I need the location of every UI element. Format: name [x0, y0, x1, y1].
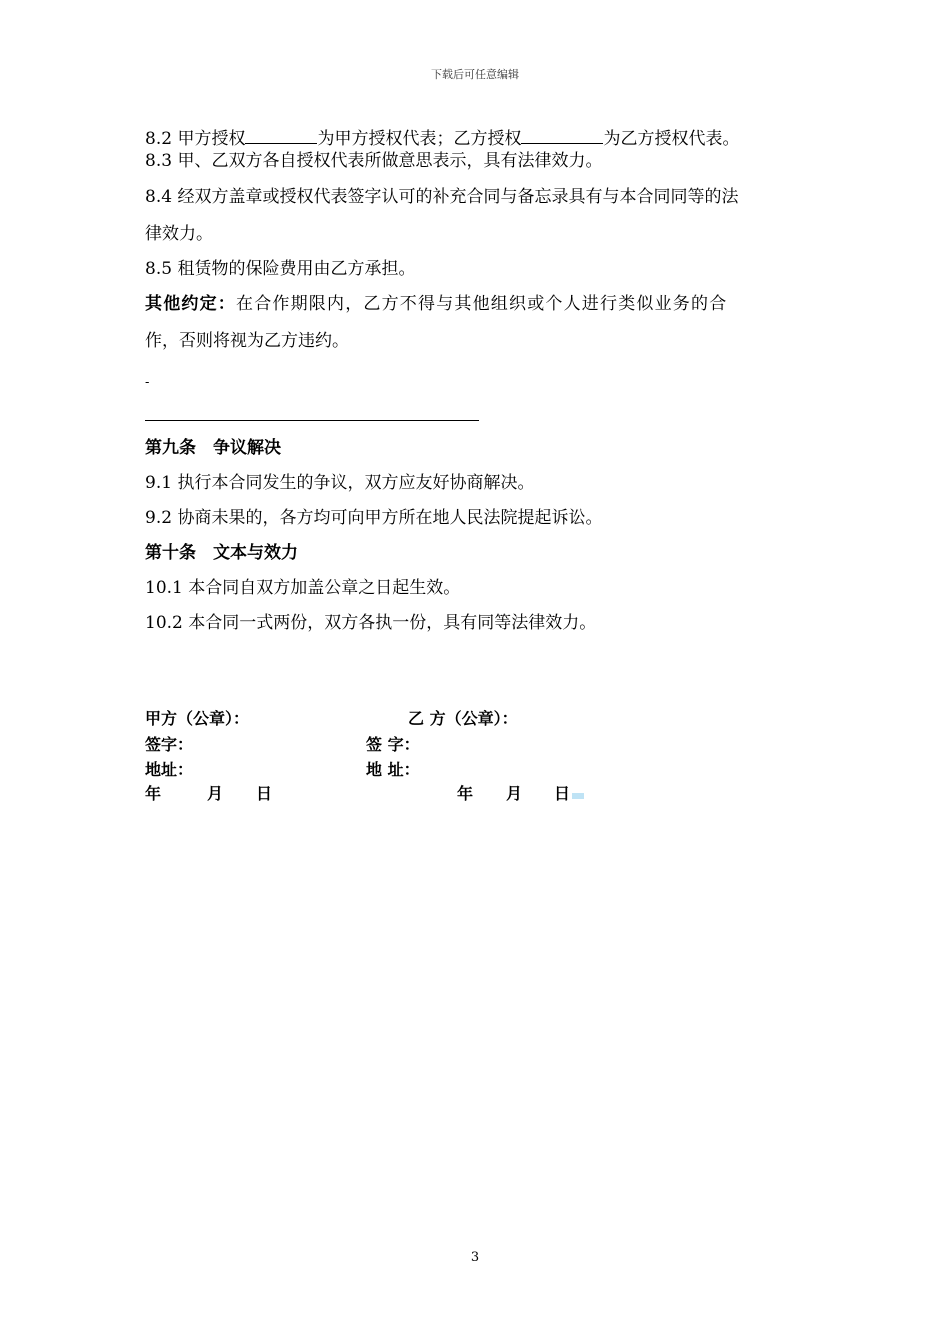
horizontal-rule — [145, 420, 479, 421]
party-a-seal-label: 甲方（公章）： — [145, 709, 250, 728]
party-b-address-label: 地 址： — [366, 760, 420, 779]
other-agreement-line-1 — [145, 296, 727, 313]
party-b-date-year: 年 — [457, 784, 474, 803]
article-9-title: 第九条 争议解决 — [145, 438, 281, 458]
other-agreement-line-2: 作，否则将视为乙方违约。 — [145, 331, 349, 351]
clause-10-1: 10.1 本合同自双方加盖公章之日起生效。 — [145, 578, 461, 598]
party-b-date-day: 日 — [554, 784, 571, 803]
party-b-representative-blank[interactable] — [521, 128, 603, 144]
highlight-mark — [572, 793, 584, 799]
dash-mark: - — [145, 375, 150, 390]
party-a-representative-blank[interactable] — [245, 128, 317, 144]
party-a-address-label: 地址： — [145, 760, 194, 779]
party-b-signature-label: 签 字： — [366, 735, 420, 754]
party-b-date-day-group — [554, 786, 584, 802]
clause-8-4-line-2: 律效力。 — [145, 224, 213, 244]
clause-8-4-line-1: 8.4 经双方盖章或授权代表签字认可的补充合同与备忘录具有与本合同同等的法 — [145, 187, 739, 207]
page-number: 3 — [470, 1250, 480, 1265]
party-a-signature-label: 签字： — [145, 735, 194, 754]
clause-10-2: 10.2 本合同一式两份，双方各执一份，具有同等法律效力。 — [145, 613, 597, 633]
clause-8-2-part-c: 为乙方授权代表。 — [603, 129, 740, 149]
clause-8-2 — [145, 128, 739, 148]
page-header: 下载后可任意编辑 — [431, 68, 519, 81]
party-a-date-day: 日 — [256, 784, 273, 803]
clause-8-2-part-b: 为甲方授权代表；乙方授权 — [317, 129, 522, 149]
party-a-date-year: 年 — [145, 784, 162, 803]
other-agreement-label: 其他约定： — [145, 294, 236, 314]
clause-9-1: 9.1 执行本合同发生的争议，双方应友好协商解决。 — [145, 473, 535, 493]
party-a-date-month: 月 — [207, 784, 224, 803]
clause-8-5: 8.5 租赁物的保险费用由乙方承担。 — [145, 259, 416, 279]
clause-9-2: 9.2 协商未果的，各方均可向甲方所在地人民法院提起诉讼。 — [145, 508, 603, 528]
article-10-title: 第十条 文本与效力 — [145, 543, 298, 563]
other-agreement-text: 在合作期限内，乙方不得与其他组织或个人进行类似业务的合 — [236, 294, 728, 314]
clause-8-2-part-a: 8.2 甲方授权 — [145, 129, 246, 149]
party-b-seal-label: 乙 方（公章）： — [408, 709, 518, 728]
party-b-date-month: 月 — [506, 784, 523, 803]
clause-8-3: 8.3 甲、乙双方各自授权代表所做意思表示，具有法律效力。 — [145, 151, 603, 171]
